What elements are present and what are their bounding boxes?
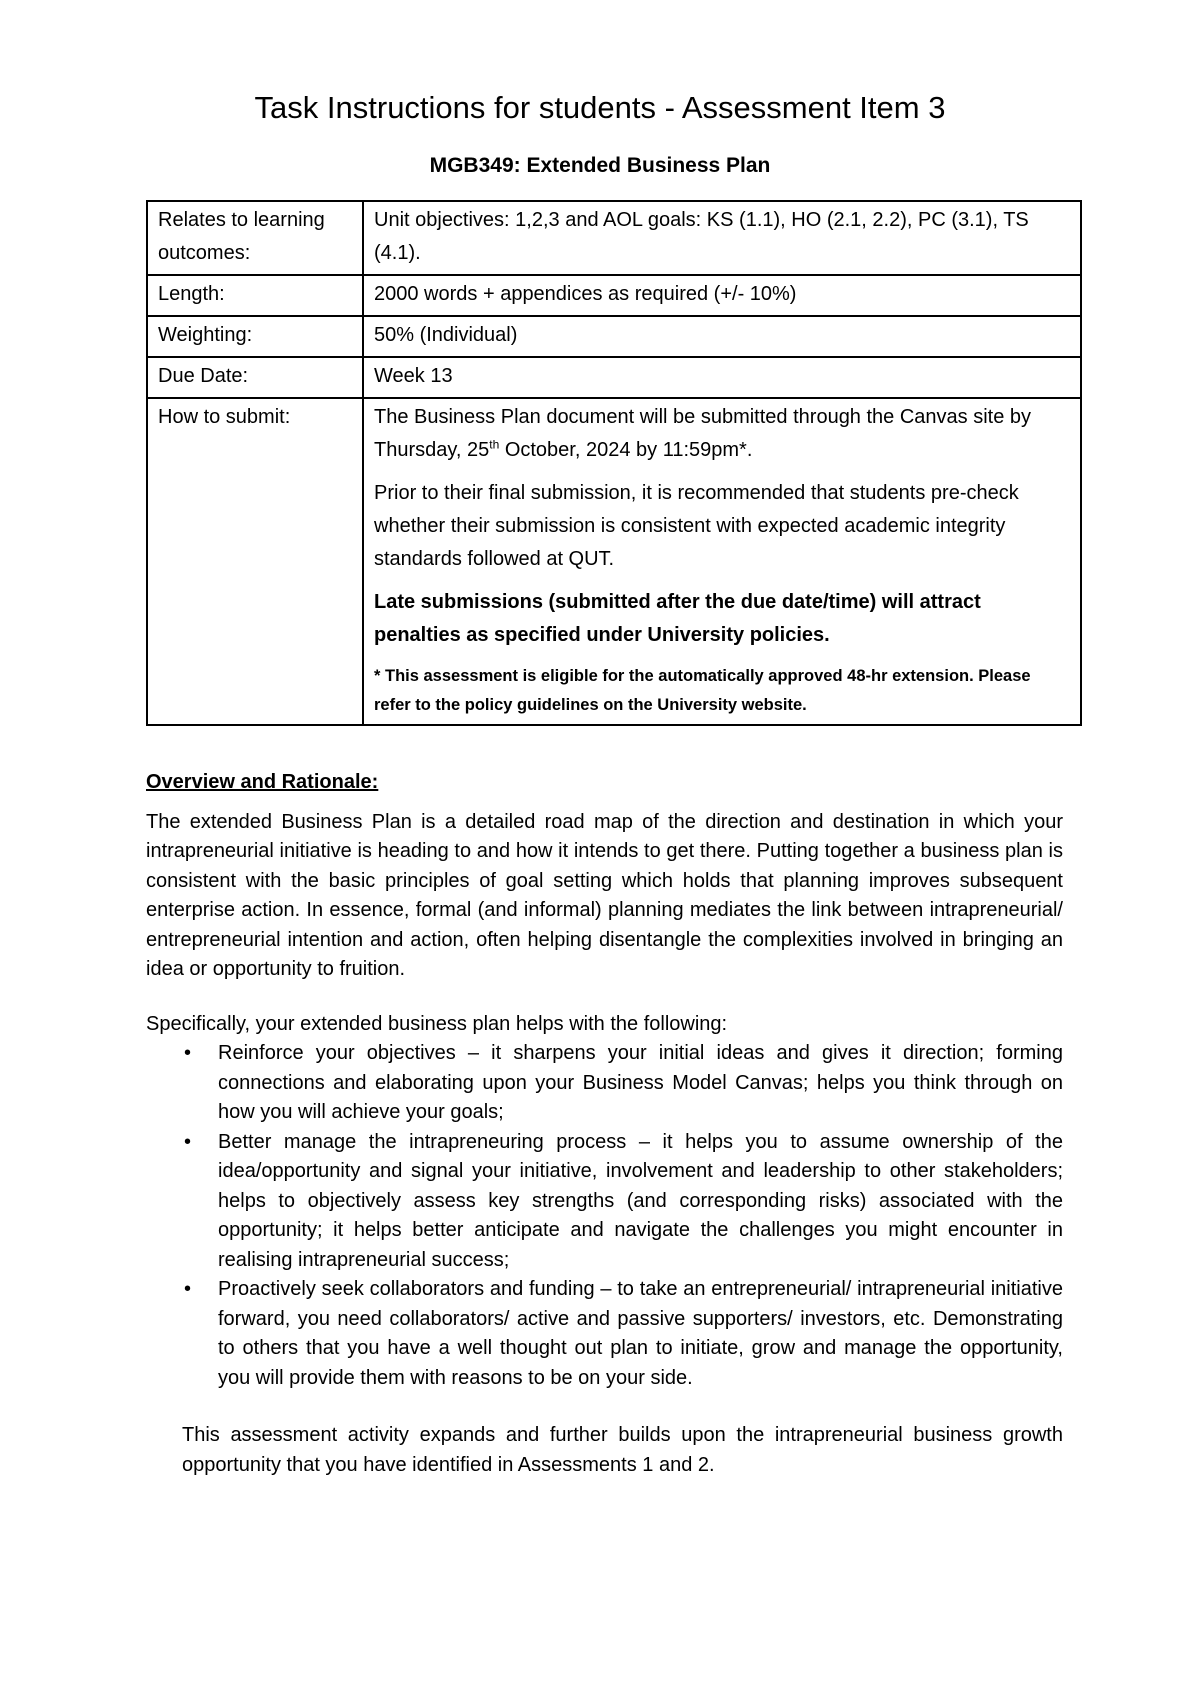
table-row (147, 201, 1081, 275)
table-row (147, 275, 1081, 316)
late-submission-warning: Late submissions (submitted after the due date/time) will attract penalties as specified under University policies. (374, 591, 981, 646)
bullet-icon: • (184, 1042, 192, 1064)
document-subtitle: MGB349: Extended Business Plan (429, 154, 771, 177)
how-to-submit-label: How to submit: (147, 398, 363, 725)
list-item-text: Reinforce your objectives – it sharpens your initial ideas and gives it direction; forming connections and elaborating upon your Business Model Canvas; helps you think through on how you will achieve your goals; (218, 1042, 1063, 1123)
table-row (147, 316, 1081, 357)
closing-paragraph: This assessment activity expands and further builds upon the intrapreneurial business growth opportunity that you have identified in Assessments 1 and 2. (182, 1424, 1063, 1476)
integrity-precheck-text: Prior to their final submission, it is recommended that students pre-check whether their submission is consistent with expected academic integrity standards followed at QUT. (374, 482, 1019, 570)
list-item (146, 1128, 1063, 1276)
submission-deadline-part-a: The Business Plan document will be submitted through the Canvas site by Thursday, 25 (374, 406, 1032, 461)
table-row (147, 398, 1081, 725)
list-intro: Specifically, your extended business plan helps with the following: (146, 1012, 728, 1035)
length-value: 2000 words + appendices as required (+/- 10%) (363, 275, 1081, 316)
bullet-icon: • (184, 1278, 192, 1300)
list-item (146, 1039, 1063, 1128)
weighting-label: Weighting: (147, 316, 363, 357)
benefits-list (146, 1039, 1063, 1393)
ordinal-suffix: th (489, 437, 500, 452)
overview-heading: Overview and Rationale: (146, 771, 379, 793)
bullet-icon: • (184, 1130, 192, 1153)
overview-section (146, 768, 1063, 1480)
list-item-text: Better manage the intrapreneuring process – it helps you to assume ownership of the idea/opportunity and signal your initiative, involvement and leadership to other stakeholders; helps to objectively assess key strengths (and corresponding risks) associated with the opportunity; it helps better anticipate and navigate the challenges you might encounter in realising intrapreneurial success; (218, 1130, 1063, 1271)
how-to-submit-value (363, 398, 1081, 725)
weighting-value: 50% (Individual) (363, 316, 1081, 357)
list-item (146, 1275, 1063, 1393)
document-title: Task Instructions for students - Assessment Item 3 (254, 90, 946, 125)
learning-outcomes-value: Unit objectives: 1,2,3 and AOL goals: KS (1.1), HO (2.1, 2.2), PC (3.1), TS (4.1). (363, 201, 1081, 275)
assessment-info-table (146, 200, 1082, 726)
learning-outcomes-label: Relates to learning outcomes: (147, 201, 363, 275)
submission-deadline-part-b: October, 2024 by 11:59pm*. (499, 439, 753, 461)
due-date-value: Week 13 (363, 357, 1081, 398)
length-label: Length: (147, 275, 363, 316)
submission-deadline-text (374, 401, 1070, 467)
due-date-label: Due Date: (147, 357, 363, 398)
table-row (147, 357, 1081, 398)
extension-note: * This assessment is eligible for the automatically approved 48-hr extension. Please refer to the policy guidelines on the University website. (374, 667, 1031, 714)
overview-paragraph: The extended Business Plan is a detailed road map of the direction and destination in which your intrapreneurial initiative is heading to and how it intends to get there. Putting together a business plan is consistent with the basic principles of goal setting which holds that planning improves subsequent enterprise action. In essence, formal (and informal) planning mediates the link between intrapreneurial/ entrepreneurial intention and action, often helping disentangle the complexities involved in bringing an idea or opportunity to fruition. (146, 810, 1063, 980)
list-item-text: Proactively seek collaborators and funding – to take an entrepreneurial/ intrapreneurial initiative forward, you need collaborators/ active and passive supporters/ investors, etc. Demonstrating to others that you have a well thought out plan to initiate, grow and manage the opportunity, you will provide them with reasons to be on your side. (218, 1278, 1063, 1389)
